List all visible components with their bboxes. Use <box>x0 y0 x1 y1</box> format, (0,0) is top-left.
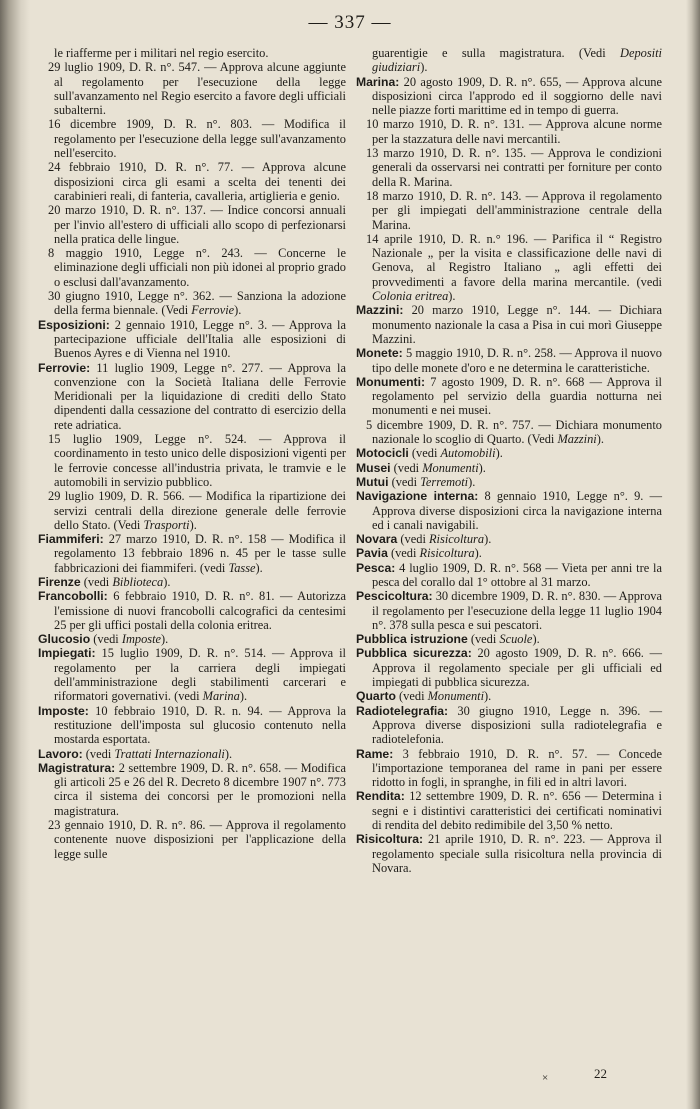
entry-text: (vedi <box>388 474 421 489</box>
index-entry <box>38 704 346 747</box>
entry-text: 15 luglio 1909, Legge n°. 524. — Approva il coordinamento in testo unico delle disposizioni vigenti per le ferrovie concesse all'industria privata, le tramvie e le automobili in servizio pubblico. <box>48 432 346 489</box>
entry-headword: Glucosio <box>38 632 91 647</box>
index-subentry <box>356 189 662 232</box>
entry-text-tail: ). <box>468 474 476 489</box>
index-entry <box>38 318 346 361</box>
entry-text-tail: ). <box>163 574 171 589</box>
cross-reference: Terremoti <box>420 474 469 489</box>
entry-text-tail: ). <box>484 532 492 547</box>
entry-text: 4 luglio 1909, D. R. n°. 568 — Vieta per anni tre la pesca del corallo dal 1° ottobre al 31 marzo. <box>372 560 662 589</box>
index-subentry <box>38 60 346 117</box>
index-subentry <box>38 203 346 246</box>
entry-text-tail: ). <box>532 632 540 647</box>
entry-text: 14 aprile 1910, D. R. n.° 196. — Parifica il “ Registro Nazionale „ per la visita e classificazione delle navi di Genova, al Registro Italiano „ agli effetti dei provvedimenti a favore della marina mercantile. (vedi <box>366 231 662 289</box>
entry-text: 27 marzo 1910, D. R. n°. 158 — Modifica il regolamento 13 febbraio 1896 n. 45 per le tasse sulle fabbricazioni dei fiammiferi. (vedi <box>54 532 346 575</box>
cross-reference: Depositi giudiziari <box>372 46 662 75</box>
entry-headword: Novara <box>356 532 398 547</box>
entry-text-tail: ). <box>478 460 486 475</box>
entry-text: 30 giugno 1910, Legge n. 396. — Approva diverse disposizioni sulla radiotelegrafia e radiotelefonia. <box>372 703 662 747</box>
entry-headword: Fiammiferi: <box>38 532 104 547</box>
entry-headword: Motocicli <box>356 446 409 461</box>
cross-reference: Colonia eritrea <box>372 289 449 304</box>
entry-headword: Mutui <box>356 474 389 489</box>
entry-headword: Magistratura: <box>38 760 116 775</box>
index-entry <box>38 761 346 818</box>
index-entry <box>356 346 662 375</box>
index-entry <box>356 747 662 790</box>
entry-text: 8 maggio 1910, Legge n°. 243. — Concerne le eliminazione degli ufficiali non più idonei al proprio grado o esclusi dall'avanzamento. <box>48 246 346 289</box>
cross-reference: Tasse <box>228 560 256 575</box>
left-column <box>38 46 346 861</box>
entry-text-tail: ). <box>495 446 503 461</box>
entry-text: 20 agosto 1909, D. R. n°. 666. — Approva il regolamento speciale per gli ufficiali ed impiegati di pubblica sicurezza. <box>372 646 662 690</box>
entry-text: (vedi <box>397 532 429 547</box>
entry-text: 7 agosto 1909, D. R. n°. 668 — Approva il regolamento pel servizio della guardia notturna nei monumenti e nei musei. <box>372 374 662 418</box>
entry-text-tail: ). <box>484 689 492 704</box>
entry-text: (vedi <box>395 689 428 704</box>
entry-headword: Risicoltura: <box>356 832 424 847</box>
entry-headword: Rame: <box>356 746 394 761</box>
entry-headword: Pavia <box>356 546 388 561</box>
index-entry <box>38 361 346 432</box>
cross-reference: Trattati Internazionali <box>114 746 225 761</box>
entry-headword: Esposizioni: <box>38 317 110 332</box>
entry-text: 11 luglio 1909, Legge n°. 277. — Approva la convenzione con la Società Italiana delle Ferrovie Meridionali per la liquidazione di crediti dello Stato dipendenti dalla cessazione del contratto di esercizio della rete adriatica. <box>54 360 346 432</box>
index-entry <box>38 747 346 761</box>
entry-text: 13 marzo 1910, D. R. n°. 135. — Approva le condizioni generali da osservarsi nei contratti per forniture per conto della R. Marina. <box>366 146 662 189</box>
index-subentry <box>356 232 662 303</box>
entry-text: guarentigie e sulla magistratura. (Vedi <box>372 46 620 60</box>
index-entry <box>356 303 662 346</box>
entry-text: 6 febbraio 1910, D. R. n°. 81. — Autorizza l'emissione di nuovi francobolli calcografici da centesimi 25 per gli uffici postali della colonia eritrea. <box>54 589 346 632</box>
entry-headword: Impiegati: <box>38 646 96 661</box>
index-subentry <box>38 432 346 489</box>
entry-text: 20 marzo 1910, Legge n°. 144. — Dichiara monumento nazionale la casa a Pisa in cui morì Giuseppe Mazzini. <box>372 303 662 346</box>
entry-text: 5 maggio 1910, D. R. n°. 258. — Approva il nuovo tipo delle monete d'oro e ne determina le caratteristiche. <box>372 346 662 375</box>
cross-reference: Trasporti <box>143 517 190 532</box>
cross-reference: Imposte <box>121 632 162 647</box>
cross-reference: Marina <box>202 689 240 704</box>
entry-headword: Firenze <box>38 574 81 589</box>
entry-text: 20 marzo 1910, D. R. n°. 137. — Indice concorsi annuali per l'invio all'estero di ufficiali allo scopo di perfezionarsi nella pratica delle lingue. <box>48 203 346 246</box>
right-column <box>356 46 662 875</box>
entry-text: 23 gennaio 1910, D. R. n°. 86. — Approva il regolamento contenente nuove disposizioni per l'applicazione della legge sulle <box>48 818 346 861</box>
index-entry <box>356 632 662 646</box>
page-gutter-shadow <box>0 0 30 1109</box>
entry-text: 20 agosto 1909, D. R. n°. 655, — Approva alcune disposizioni circa l'approdo ed il soggiorno delle navi nelle piazze forti marittime ed in tempo di guerra. <box>372 74 662 118</box>
entry-text: 3 febbraio 1910, D. R. n°. 57. — Concede l'importazione temporanea del rame in pani per essere ridotto in fogli, in spranghe, in fili ed in altri lavori. <box>372 746 662 790</box>
index-entry <box>356 475 662 489</box>
index-entry <box>356 646 662 689</box>
entry-text: 2 settembre 1909, D. R. n°. 658. — Modifica gli articoli 25 e 26 del R. Decreto 8 dicembre 1907 n°. 773 circa il sistema dei concorsi per le promozioni nella magistratura. <box>54 760 346 818</box>
index-subentry <box>38 160 346 203</box>
entry-text: 8 gennaio 1910, Legge n°. 9. — Approva diverse disposizioni circa la navigazione interna ed i canali navigabili. <box>372 489 662 532</box>
index-entry <box>356 446 662 460</box>
cross-reference: Mazzini <box>557 432 597 447</box>
index-subentry <box>356 146 662 189</box>
index-subentry <box>38 289 346 318</box>
index-entry <box>356 532 662 546</box>
entry-headword: Lavoro: <box>38 746 83 761</box>
entry-headword: Radiotelegrafia: <box>356 703 449 718</box>
entry-text: (vedi <box>390 460 423 475</box>
index-entry <box>38 632 346 646</box>
entry-text: 10 marzo 1910, D. R. n°. 131. — Approva alcune norme per la stazzatura delle navi mercantili. <box>366 117 662 146</box>
entry-headword: Francobolli: <box>38 589 108 604</box>
entry-text: (vedi <box>408 446 441 461</box>
cross-reference: Risicoltura <box>419 546 475 561</box>
cross-reference: Ferrovie <box>191 303 235 318</box>
index-subentry <box>356 418 662 447</box>
entry-headword: Imposte: <box>38 703 89 718</box>
entry-text: (vedi <box>467 632 500 647</box>
entry-headword: Quarto <box>356 689 396 704</box>
entry-text-tail: ). <box>224 746 233 761</box>
footer-mark: × <box>542 1072 549 1084</box>
page-number: — 337 — <box>308 12 392 33</box>
index-entry <box>356 375 662 418</box>
entry-text: 16 dicembre 1909, D. R. n°. 803. — Modifica il regolamento per l'esecuzione della legge sull'avanzamento nell'esercito. <box>48 117 346 161</box>
entry-headword: Mazzini: <box>356 303 404 318</box>
entry-text: 24 febbraio 1910, D. R. n°. 77. — Approva alcune disposizioni circa gli esami a scelta dei tenenti dei carabinieri reali, di fanteria, cavalleria, artiglieria e genio. <box>48 160 346 203</box>
entry-text: 5 dicembre 1909, D. R. n°. 757. — Dichiara monumento nazionale lo scoglio di Quarto. (Vedi <box>366 417 662 447</box>
entry-text: 12 settembre 1909, D. R. n°. 656 — Determina i segni e i distintivi caratteristici dei certificati nominativi di rendita del debito redimibile del 3,50 % netto. <box>372 789 662 833</box>
entry-text: (vedi <box>387 546 420 561</box>
entry-text: (vedi <box>80 574 113 589</box>
entry-text: 30 giugno 1910, Legge n°. 362. — Sanziona la adozione della ferma biennale. (Vedi <box>48 289 346 318</box>
entry-text: 30 dicembre 1909, D. R. n°. 830. — Approva il regolamento per l'esecuzione della legge 11 luglio 1904 n°. 378 sulla pesca e sui pescatori. <box>372 589 662 632</box>
entry-text-tail: ). <box>596 432 604 447</box>
index-continuation <box>356 46 662 75</box>
entry-headword: Pubblica sicurezza: <box>356 646 472 661</box>
cross-reference: Scuole <box>499 632 533 647</box>
index-entry <box>356 704 662 747</box>
entry-headword: Navigazione interna: <box>356 489 479 504</box>
entry-text-tail: ). <box>420 60 428 75</box>
index-entry <box>356 832 662 875</box>
index-entry <box>356 789 662 832</box>
entry-headword: Ferrovie: <box>38 360 91 375</box>
entry-text: 29 luglio 1909, D. R. n°. 547. — Approva alcune aggiunte al regolamento per l'esecuzione della legge sull'avanzamento nel Regio esercito a favore degli ufficiali subalterni. <box>48 60 346 118</box>
entry-text: 10 febbraio 1910, D. R. n. 94. — Approva la restituzione dell'imposta sul glucosio contenuto nella mostarda esportata. <box>54 703 346 747</box>
entry-text-tail: ). <box>474 546 482 561</box>
entry-text-tail: ). <box>255 560 263 575</box>
entry-text-tail: ). <box>189 517 197 532</box>
entry-text-tail: ). <box>234 303 242 318</box>
entry-text-tail: ). <box>448 289 456 304</box>
entry-headword: Pescicoltura: <box>356 589 433 604</box>
index-subentry <box>356 117 662 146</box>
entry-headword: Monete: <box>356 346 403 361</box>
index-entry <box>38 532 346 575</box>
index-subentry <box>38 818 346 861</box>
index-entry <box>356 689 662 703</box>
entry-text: le riafferme per i militari nel regio esercito. <box>54 46 269 60</box>
index-entry <box>356 561 662 590</box>
entry-headword: Pesca: <box>356 560 396 575</box>
index-entry <box>38 589 346 632</box>
page-edge-shadow <box>686 0 700 1109</box>
index-subentry <box>38 489 346 532</box>
entry-headword: Monumenti: <box>356 374 426 389</box>
index-continuation <box>38 46 346 60</box>
index-entry <box>356 546 662 560</box>
entry-text: 15 luglio 1909, D. R. n°. 514. — Approva il regolamento per la carriera degli impiegati dell'amministrazione degli stabilimenti carcerari e riformatori governativi. (vedi <box>54 646 346 704</box>
index-entry <box>38 575 346 589</box>
index-entry <box>356 489 662 532</box>
cross-reference: Monumenti <box>427 689 485 704</box>
cross-reference: Biblioteca <box>112 574 164 589</box>
index-subentry <box>38 246 346 289</box>
entry-text: 18 marzo 1910, D. R. n°. 143. — Approva il regolamento per gli impiegati dell'amministrazione centrale della Marina. <box>366 188 662 232</box>
cross-reference: Risicoltura <box>428 532 485 547</box>
cross-reference: Automobili <box>440 446 496 461</box>
entry-headword: Pubblica istruzione <box>356 632 468 647</box>
signature-number: 22 <box>594 1066 607 1081</box>
entry-text: 29 luglio 1909, D. R. 566. — Modifica la ripartizione dei servizi centrali della direzione generale delle ferrovie dello Stato. (Vedi <box>48 489 346 532</box>
index-entry <box>356 461 662 475</box>
entry-headword: Rendita: <box>356 789 405 804</box>
entry-text: 2 gennaio 1910, Legge n°. 3. — Approva la partecipazione ufficiale dell'Italia alle esposizioni di Buenos Ayres e di Vienna nel 1910. <box>54 317 346 361</box>
entry-text: (vedi <box>82 746 115 761</box>
entry-text-tail: ). <box>239 689 248 704</box>
entry-headword: Marina: <box>356 74 400 89</box>
index-subentry <box>38 117 346 160</box>
entry-headword: Musei <box>356 460 391 475</box>
index-entry <box>356 589 662 632</box>
cross-reference: Monumenti <box>422 460 479 475</box>
index-entry <box>38 646 346 703</box>
entry-text: (vedi <box>90 632 122 647</box>
index-entry <box>356 75 662 118</box>
entry-text-tail: ). <box>161 632 169 647</box>
entry-text: 21 aprile 1910, D. R. n°. 223. — Approva il regolamento speciale sulla risicoltura nella provincia di Novara. <box>372 832 662 875</box>
